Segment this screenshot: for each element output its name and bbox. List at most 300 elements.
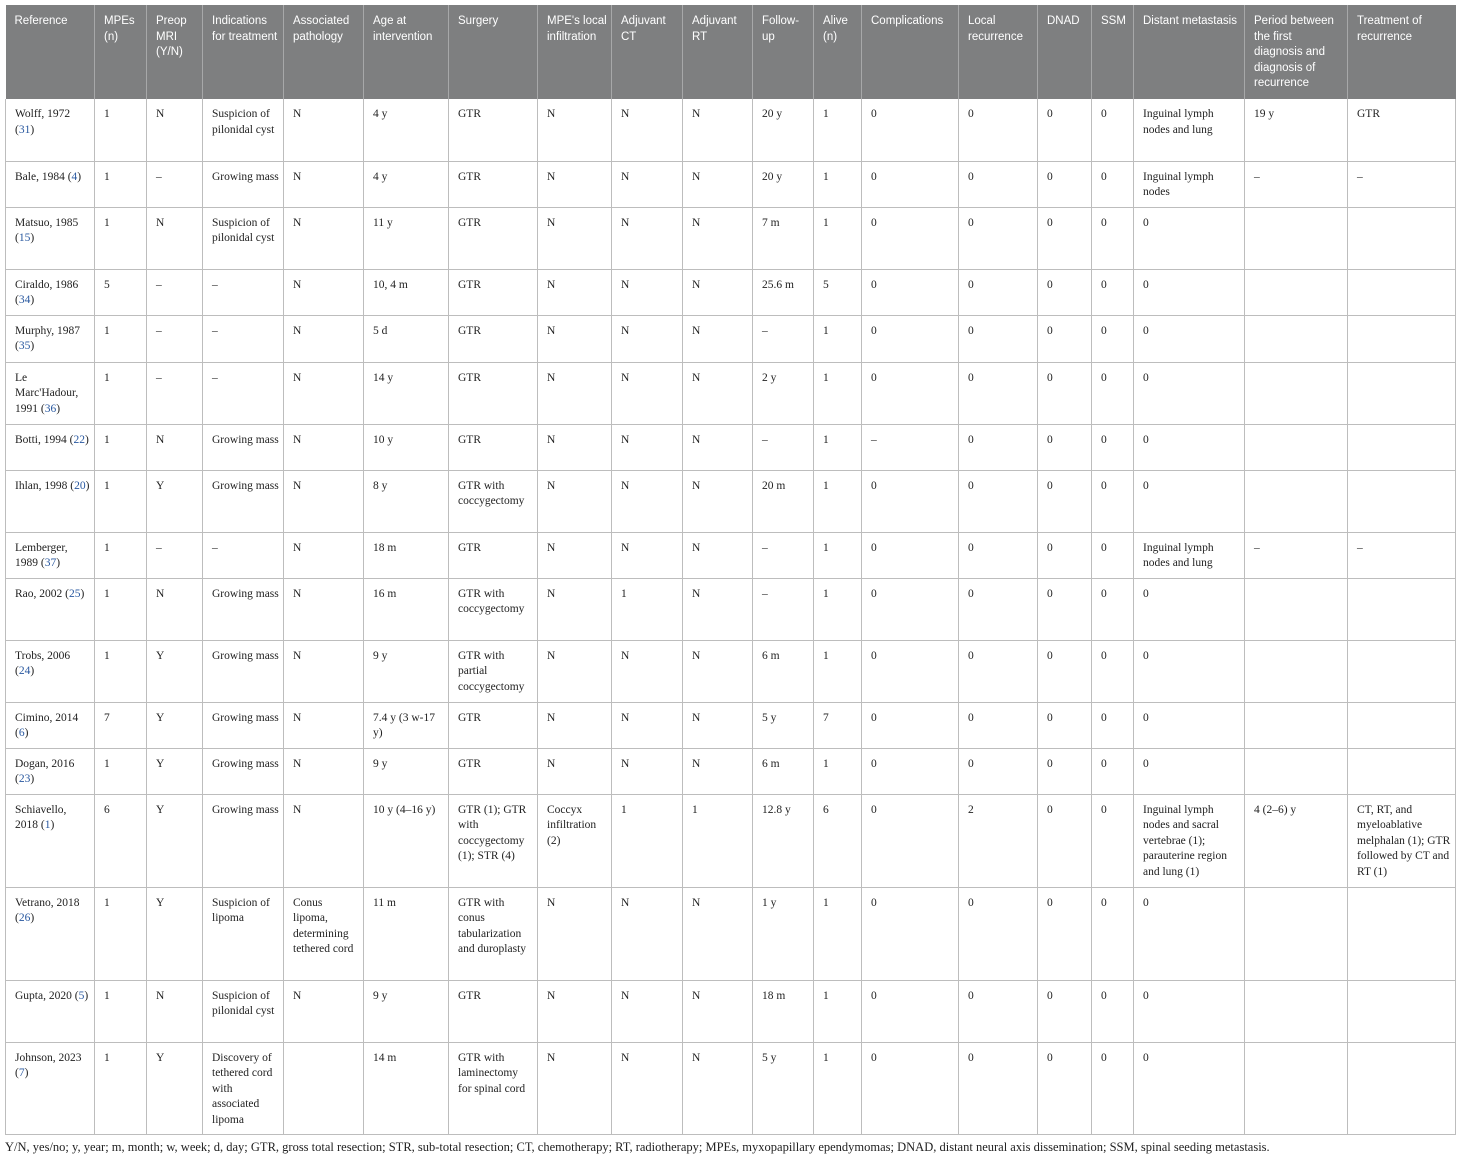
table-cell: GTR: [449, 748, 538, 794]
table-cell: [1245, 887, 1348, 980]
table-cell: 1: [814, 980, 862, 1042]
table-cell: Growing mass: [203, 161, 284, 207]
table-cell: N: [538, 470, 612, 532]
table-cell: 0: [862, 161, 959, 207]
table-cell: 0: [862, 794, 959, 887]
column-header: Associated pathology: [284, 5, 364, 99]
table-row: [6, 424, 1456, 470]
table-cell: GTR: [449, 161, 538, 207]
table-cell: 0: [1134, 748, 1245, 794]
column-header: Preop MRI (Y/N): [147, 5, 203, 99]
reference-cell: [6, 980, 95, 1042]
reference-cell: [6, 161, 95, 207]
table-cell: 0: [959, 161, 1038, 207]
column-header: MPEs (n): [95, 5, 147, 99]
table-cell: [1245, 424, 1348, 470]
table-cell: [1245, 640, 1348, 702]
table-cell: –: [753, 315, 814, 362]
table-cell: [1348, 470, 1456, 532]
citation-close: ): [24, 1067, 29, 1080]
table-cell: N: [538, 702, 612, 748]
citation-link[interactable]: 22: [73, 433, 85, 446]
table-cell: [1245, 1042, 1348, 1134]
table-cell: Suspicion of lipoma: [203, 887, 284, 980]
table-cell: 1: [95, 315, 147, 362]
reference-cell: [6, 532, 95, 578]
table-cell: 9 y: [364, 980, 449, 1042]
table-cell: 0: [959, 99, 1038, 161]
table-cell: N: [538, 207, 612, 269]
table-cell: 1: [814, 470, 862, 532]
table-cell: GTR with laminectomy for spinal cord: [449, 1042, 538, 1134]
table-cell: 0: [862, 578, 959, 640]
reference-label: Botti, 1994 (: [15, 433, 74, 446]
table-cell: 10 y: [364, 424, 449, 470]
table-cell: N: [683, 578, 753, 640]
table-cell: Growing mass: [203, 702, 284, 748]
table-cell: [284, 1042, 364, 1134]
column-header: Indications for treatment: [203, 5, 284, 99]
column-header: Follow-up: [753, 5, 814, 99]
table-cell: N: [284, 702, 364, 748]
table-cell: N: [612, 269, 683, 315]
table-cell: N: [538, 748, 612, 794]
column-header: Age at intervention: [364, 5, 449, 99]
table-cell: 0: [959, 362, 1038, 424]
citation-close: ): [84, 989, 89, 1002]
table-cell: N: [612, 99, 683, 161]
table-cell: 0: [1038, 207, 1092, 269]
reference-label: Cimino, 2014 (: [15, 711, 79, 740]
reference-label: Ciraldo, 1986 (: [15, 278, 79, 307]
table-cell: 7.4 y (3 w-17 y): [364, 702, 449, 748]
table-row: [6, 702, 1456, 748]
table-cell: Inguinal lymph nodes: [1134, 161, 1245, 207]
citation-link[interactable]: 24: [18, 665, 31, 678]
reference-label: Schiavello, 2018 (: [15, 803, 67, 832]
table-cell: 0: [1134, 424, 1245, 470]
table-cell: N: [612, 315, 683, 362]
data-table: [5, 5, 1456, 1135]
table-cell: N: [683, 269, 753, 315]
table-cell: N: [683, 1042, 753, 1134]
table-cell: –: [1348, 532, 1456, 578]
citation-link[interactable]: 37: [44, 557, 57, 570]
table-cell: 5: [95, 269, 147, 315]
table-cell: –: [1245, 532, 1348, 578]
column-header: Surgery: [449, 5, 538, 99]
table-cell: 0: [959, 470, 1038, 532]
table-cell: 7: [95, 702, 147, 748]
table-cell: 0: [1092, 424, 1134, 470]
table-cell: 1: [814, 207, 862, 269]
table-cell: 5 d: [364, 315, 449, 362]
table-header: [6, 5, 1456, 99]
table-cell: 1: [612, 578, 683, 640]
citation-link[interactable]: 35: [18, 340, 31, 353]
table-row: [6, 640, 1456, 702]
reference-label: Bale, 1984 (: [15, 170, 72, 183]
citation-close: ): [30, 773, 35, 786]
table-cell: –: [862, 424, 959, 470]
citation-link[interactable]: 15: [18, 232, 31, 245]
column-header: Local recurrence: [959, 5, 1038, 99]
table-cell: 0: [862, 269, 959, 315]
table-cell: 1: [814, 99, 862, 161]
citation-link[interactable]: 6: [18, 727, 25, 740]
table-cell: 0: [1038, 748, 1092, 794]
table-row: [6, 470, 1456, 532]
table-cell: 0: [1092, 532, 1134, 578]
table-cell: 1: [814, 315, 862, 362]
table-cell: [1245, 578, 1348, 640]
citation-close: ): [30, 340, 35, 353]
table-cell: N: [284, 424, 364, 470]
table-row: [6, 578, 1456, 640]
table-row: [6, 269, 1456, 315]
table-cell: 0: [1038, 980, 1092, 1042]
table-cell: [1245, 748, 1348, 794]
citation-close: ): [30, 665, 35, 678]
table-cell: 2 y: [753, 362, 814, 424]
table-cell: 5 y: [753, 1042, 814, 1134]
table-cell: 0: [1134, 702, 1245, 748]
table-cell: N: [683, 207, 753, 269]
table-cell: 1: [95, 578, 147, 640]
citation-link[interactable]: 26: [18, 912, 31, 925]
table-cell: [1348, 362, 1456, 424]
table-cell: GTR: [449, 315, 538, 362]
reference-cell: [6, 315, 95, 362]
citation-link[interactable]: 1: [44, 819, 51, 832]
table-cell: N: [538, 578, 612, 640]
citation-close: ): [80, 587, 85, 600]
table-cell: Inguinal lymph nodes and lung: [1134, 532, 1245, 578]
reference-cell: [6, 99, 95, 161]
table-row: [6, 748, 1456, 794]
table-cell: N: [538, 532, 612, 578]
table-cell: N: [538, 99, 612, 161]
table-cell: Growing mass: [203, 578, 284, 640]
table-row: [6, 161, 1456, 207]
table-cell: 25.6 m: [753, 269, 814, 315]
table-cell: N: [147, 207, 203, 269]
column-header: Alive (n): [814, 5, 862, 99]
table-cell: 7: [814, 702, 862, 748]
table-cell: 0: [862, 702, 959, 748]
reference-cell: [6, 1042, 95, 1134]
table-cell: 0: [1092, 794, 1134, 887]
table-cell: 0: [1134, 640, 1245, 702]
table-cell: 9 y: [364, 640, 449, 702]
table-cell: 0: [1134, 470, 1245, 532]
table-cell: 0: [862, 99, 959, 161]
table-cell: 7 m: [753, 207, 814, 269]
table-cell: 0: [1134, 1042, 1245, 1134]
table-cell: 0: [959, 887, 1038, 980]
table-cell: 0: [862, 207, 959, 269]
table-cell: N: [683, 748, 753, 794]
table-cell: 0: [1038, 424, 1092, 470]
table-cell: 0: [1134, 207, 1245, 269]
table-cell: 0: [959, 578, 1038, 640]
citation-link[interactable]: 7: [18, 1067, 25, 1080]
header-row: [6, 5, 1456, 99]
table-cell: N: [683, 532, 753, 578]
table-cell: 0: [959, 702, 1038, 748]
table-cell: 1: [814, 532, 862, 578]
table-cell: 1: [95, 470, 147, 532]
table-cell: N: [538, 315, 612, 362]
reference-label: Le Marc'Hadour, 1991 (: [15, 371, 79, 415]
citation-link[interactable]: 23: [18, 773, 31, 786]
table-cell: N: [284, 161, 364, 207]
reference-label: Ihlan, 1998 (: [15, 479, 75, 492]
table-cell: 1: [814, 578, 862, 640]
table-cell: N: [612, 748, 683, 794]
table-cell: 0: [1134, 578, 1245, 640]
table-cell: 0: [1092, 470, 1134, 532]
table-cell: N: [683, 470, 753, 532]
table-cell: N: [683, 424, 753, 470]
table-cell: N: [147, 424, 203, 470]
table-cell: Growing mass: [203, 424, 284, 470]
table-cell: [1348, 269, 1456, 315]
citation-link[interactable]: 5: [78, 989, 85, 1002]
table-cell: 0: [1092, 748, 1134, 794]
reference-label: Vetrano, 2018 (: [15, 896, 80, 925]
table-cell: 0: [862, 887, 959, 980]
table-cell: 0: [1092, 269, 1134, 315]
table-cell: Suspicion of pilonidal cyst: [203, 980, 284, 1042]
citation-link[interactable]: 34: [18, 294, 31, 307]
table-cell: 1: [612, 794, 683, 887]
table-cell: 0: [1038, 362, 1092, 424]
reference-label: Trobs, 2006 (: [15, 649, 71, 678]
table-cell: Y: [147, 702, 203, 748]
table-cell: N: [683, 887, 753, 980]
reference-cell: [6, 794, 95, 887]
table-cell: 1: [683, 794, 753, 887]
table-cell: 0: [862, 640, 959, 702]
table-cell: 5 y: [753, 702, 814, 748]
citation-link[interactable]: 25: [68, 587, 81, 600]
citation-close: ): [56, 402, 61, 415]
table-cell: 0: [1038, 1042, 1092, 1134]
table-cell: 0: [862, 532, 959, 578]
table-cell: GTR: [449, 99, 538, 161]
table-cell: 0: [1092, 640, 1134, 702]
table-cell: GTR: [449, 269, 538, 315]
table-cell: 1: [95, 748, 147, 794]
table-cell: –: [753, 532, 814, 578]
table-row: [6, 362, 1456, 424]
table-cell: Coccyx infiltration (2): [538, 794, 612, 887]
table-cell: 0: [1038, 887, 1092, 980]
table-cell: Discovery of tethered cord with associated lipoma: [203, 1042, 284, 1134]
table-cell: 1: [814, 748, 862, 794]
table-cell: 1: [814, 1042, 862, 1134]
citation-link[interactable]: 4: [71, 170, 78, 183]
table-cell: 0: [1092, 207, 1134, 269]
table-cell: [1245, 702, 1348, 748]
table-row: [6, 1042, 1456, 1134]
table-cell: N: [612, 640, 683, 702]
reference-cell: [6, 362, 95, 424]
table-cell: 20 y: [753, 161, 814, 207]
table-cell: N: [612, 887, 683, 980]
table-cell: 18 m: [364, 532, 449, 578]
table-cell: 0: [1134, 269, 1245, 315]
table-cell: 11 y: [364, 207, 449, 269]
table-cell: 0: [959, 748, 1038, 794]
table-cell: –: [1245, 161, 1348, 207]
table-cell: 6: [95, 794, 147, 887]
table-cell: Conus lipoma, determining tethered cord: [284, 887, 364, 980]
table-container: [5, 5, 1455, 1135]
table-cell: GTR: [449, 702, 538, 748]
table-cell: GTR with coccygectomy: [449, 470, 538, 532]
table-cell: [1348, 640, 1456, 702]
citation-close: ): [56, 557, 61, 570]
table-cell: N: [538, 1042, 612, 1134]
table-cell: 0: [1038, 578, 1092, 640]
table-cell: 0: [1092, 980, 1134, 1042]
table-cell: 0: [862, 980, 959, 1042]
table-cell: N: [284, 362, 364, 424]
table-row: [6, 99, 1456, 161]
table-cell: N: [284, 207, 364, 269]
table-cell: [1348, 748, 1456, 794]
citation-link[interactable]: 31: [18, 123, 31, 136]
table-cell: –: [147, 161, 203, 207]
reference-label: Lemberger, 1989 (: [15, 541, 68, 570]
table-cell: N: [683, 980, 753, 1042]
table-cell: 10, 4 m: [364, 269, 449, 315]
table-cell: [1348, 424, 1456, 470]
column-header: Period between the first diagnosis and diagnosis of recurrence: [1245, 5, 1348, 99]
table-cell: GTR: [449, 207, 538, 269]
table-cell: [1245, 980, 1348, 1042]
table-cell: N: [538, 161, 612, 207]
citation-close: ): [24, 727, 29, 740]
table-cell: 0: [1134, 315, 1245, 362]
column-header: Treatment of recurrence: [1348, 5, 1456, 99]
table-cell: 0: [1092, 161, 1134, 207]
table-cell: 6 m: [753, 640, 814, 702]
table-cell: Y: [147, 1042, 203, 1134]
table-row: [6, 315, 1456, 362]
table-cell: 1: [95, 99, 147, 161]
table-cell: [1245, 207, 1348, 269]
table-cell: 12.8 y: [753, 794, 814, 887]
table-cell: N: [612, 424, 683, 470]
citation-link[interactable]: 36: [44, 402, 57, 415]
table-cell: [1348, 315, 1456, 362]
table-cell: 0: [1038, 532, 1092, 578]
table-cell: N: [612, 1042, 683, 1134]
table-cell: Y: [147, 794, 203, 887]
table-cell: 0: [959, 207, 1038, 269]
table-cell: 0: [1134, 980, 1245, 1042]
table-cell: N: [538, 269, 612, 315]
table-cell: Growing mass: [203, 640, 284, 702]
table-cell: N: [538, 640, 612, 702]
table-cell: 2: [959, 794, 1038, 887]
citation-close: ): [30, 123, 35, 136]
table-cell: GTR: [449, 532, 538, 578]
column-header: MPE's local infiltration: [538, 5, 612, 99]
table-cell: 0: [1038, 794, 1092, 887]
table-cell: [1348, 702, 1456, 748]
reference-label: Matsuo, 1985 (: [15, 216, 79, 245]
table-cell: N: [284, 980, 364, 1042]
table-cell: –: [753, 578, 814, 640]
citation-link[interactable]: 20: [74, 479, 86, 492]
table-cell: N: [147, 99, 203, 161]
reference-cell: [6, 470, 95, 532]
table-cell: [1245, 362, 1348, 424]
table-cell: GTR with coccygectomy: [449, 578, 538, 640]
table-row: [6, 794, 1456, 887]
table-cell: N: [284, 532, 364, 578]
table-cell: GTR: [449, 362, 538, 424]
table-cell: Y: [147, 887, 203, 980]
table-cell: 1 y: [753, 887, 814, 980]
table-cell: N: [147, 578, 203, 640]
table-cell: 1: [814, 640, 862, 702]
table-cell: 0: [862, 1042, 959, 1134]
table-cell: N: [284, 640, 364, 702]
table-cell: [1348, 207, 1456, 269]
table-cell: 0: [1038, 470, 1092, 532]
column-header: Adjuvant RT: [683, 5, 753, 99]
table-cell: N: [612, 702, 683, 748]
table-cell: [1245, 315, 1348, 362]
table-cell: 0: [1038, 269, 1092, 315]
table-cell: [1348, 887, 1456, 980]
table-cell: GTR: [449, 424, 538, 470]
reference-cell: [6, 887, 95, 980]
table-cell: 14 m: [364, 1042, 449, 1134]
table-cell: N: [538, 887, 612, 980]
table-cell: N: [683, 161, 753, 207]
table-cell: 0: [862, 315, 959, 362]
reference-cell: [6, 207, 95, 269]
table-cell: 16 m: [364, 578, 449, 640]
table-cell: 0: [1092, 887, 1134, 980]
table-cell: Inguinal lymph nodes and sacral vertebrae (1); parauterine region and lung (1): [1134, 794, 1245, 887]
table-cell: N: [612, 980, 683, 1042]
table-cell: Growing mass: [203, 470, 284, 532]
table-cell: 10 y (4–16 y): [364, 794, 449, 887]
citation-close: ): [85, 479, 90, 492]
table-cell: N: [683, 702, 753, 748]
table-cell: 1: [95, 532, 147, 578]
table-cell: [1348, 578, 1456, 640]
table-cell: 0: [1038, 161, 1092, 207]
table-cell: Suspicion of pilonidal cyst: [203, 99, 284, 161]
table-cell: Inguinal lymph nodes and lung: [1134, 99, 1245, 161]
table-cell: 0: [1038, 702, 1092, 748]
table-cell: 0: [959, 532, 1038, 578]
table-cell: 0: [1092, 362, 1134, 424]
table-cell: 1: [95, 424, 147, 470]
table-cell: 1: [814, 887, 862, 980]
table-cell: Y: [147, 640, 203, 702]
table-cell: 0: [1134, 887, 1245, 980]
table-cell: 6 m: [753, 748, 814, 794]
